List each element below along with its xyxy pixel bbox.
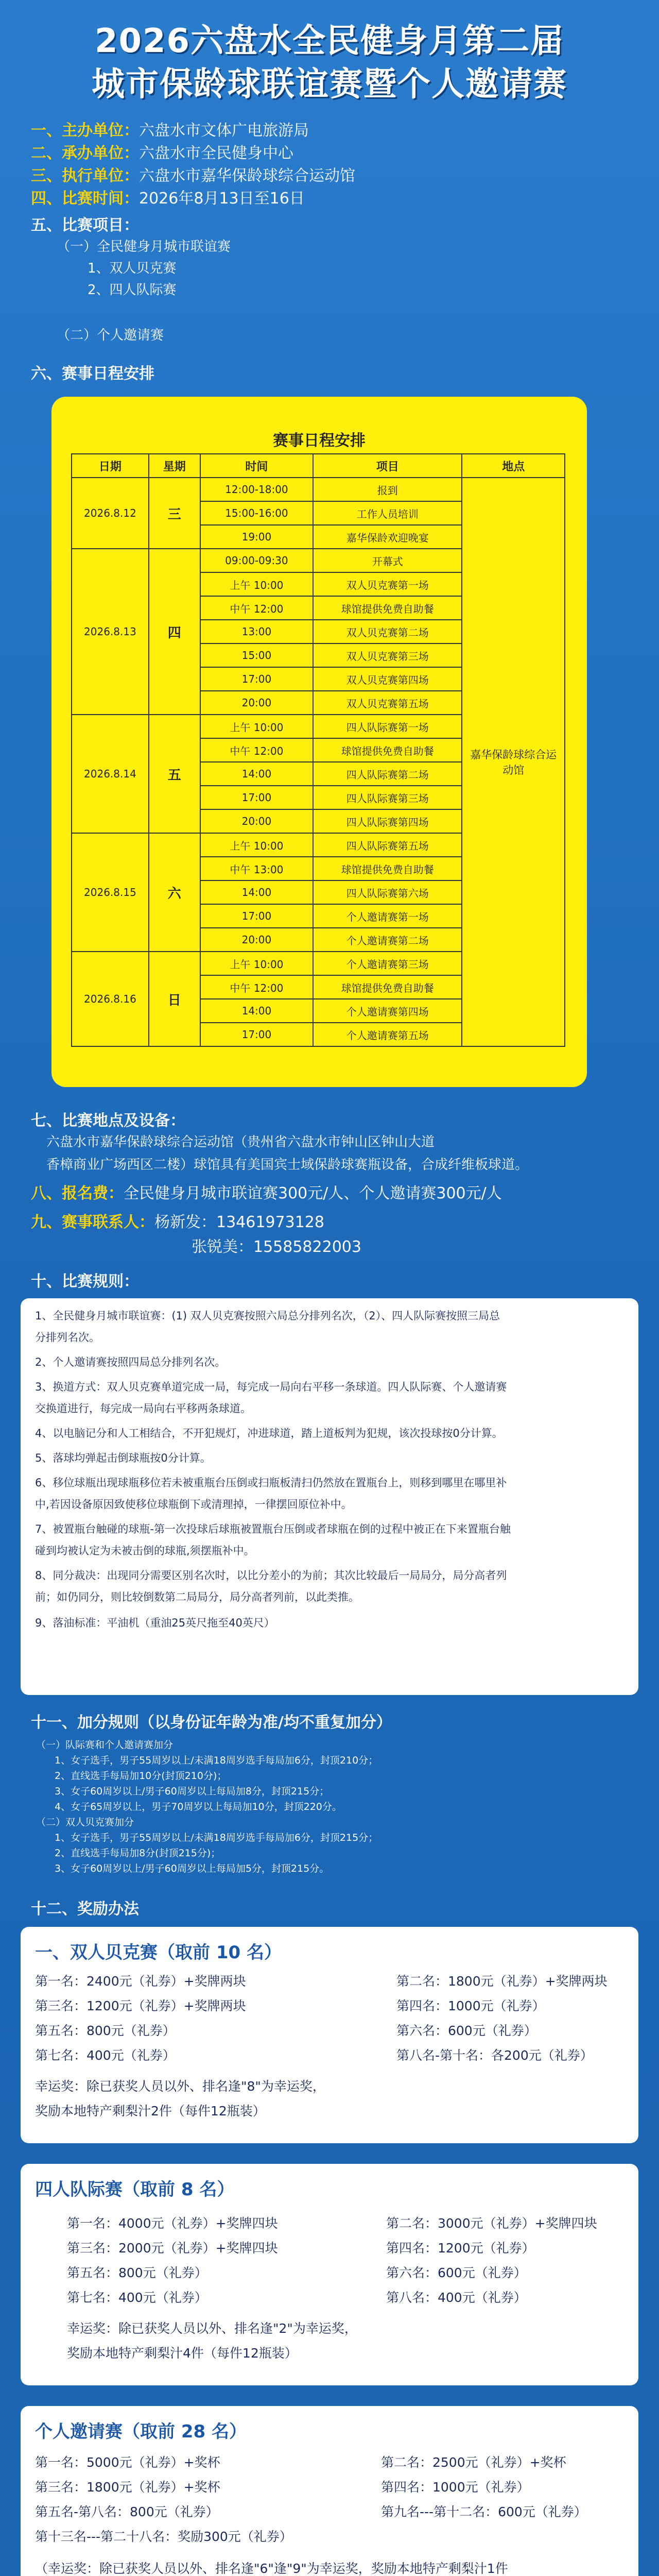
title-line-2: 城市保龄球联谊赛暨个人邀请赛: [92, 65, 567, 104]
award-line: 第二名：2500元（礼券）+奖杯: [381, 2455, 566, 2470]
schedule-event: 双人贝克赛第五场: [313, 691, 462, 715]
title-line-1: 2026六盘水全民健身月第二届: [94, 22, 565, 60]
rule-line: 6、移位球瓶出现球瓶移位若未被重瓶台压倒或扫瓶板清扫仍然放在置瓶台上，则移到哪里在哪里补: [35, 1477, 507, 1489]
bonus-line: 2、直线选手每局加8分(封顶215分)；: [55, 1848, 221, 1859]
schedule-time: 09:00-09:30: [200, 549, 314, 572]
schedule-time: 20:00: [200, 928, 314, 952]
schedule-time: 17:00: [200, 1023, 314, 1046]
schedule-event: 四人队际赛第二场: [313, 762, 462, 786]
rule-line: 5、落球均弹起击倒球瓶按0分计算。: [35, 1452, 211, 1464]
schedule-weekday: 六: [149, 833, 200, 952]
header-time: 时间: [200, 454, 314, 478]
section-11-title: 十一、加分规则（以身份证年龄为准/均不重复加分）: [31, 1714, 392, 1732]
award-line: 第五名：800元（礼券）: [35, 2023, 176, 2038]
schedule-title: 赛事日程安排: [273, 432, 366, 450]
bonus-line: （二）双人贝克赛加分: [36, 1817, 134, 1828]
award-line: 第四名：1200元（礼券）: [386, 2241, 535, 2256]
schedule-event: 球馆提供免费自助餐: [313, 738, 462, 762]
award-note: 幸运奖：除已获奖人员以外、排名逢"8"为幸运奖，: [35, 2079, 325, 2094]
schedule-time: 17:00: [200, 786, 314, 809]
schedule-time: 14:00: [200, 762, 314, 786]
header-weekday: 星期: [149, 454, 200, 478]
schedule-event: 四人队际赛第五场: [313, 833, 462, 857]
rules-box: [21, 1298, 638, 1695]
bonus-line: 4、女子65周岁以上，男子70周岁以上每局加10分，封顶220分。: [55, 1801, 342, 1812]
schedule-event: 工作人员培训: [313, 501, 462, 525]
info-undertaker: 二、承办单位：六盘水市全民健身中心: [31, 144, 293, 162]
schedule-time: 上午 10:00: [200, 715, 314, 738]
award-line: 第七名：400元（礼券）: [35, 2048, 176, 2063]
contact-1: 杨新发：13461973128: [154, 1213, 324, 1231]
section-8-key: 八、报名费：: [31, 1184, 124, 1202]
award-line: 第一名：2400元（礼券）+奖牌两块: [35, 1974, 246, 1989]
schedule-date: 2026.8.12: [72, 478, 149, 549]
schedule-date: 2026.8.13: [72, 549, 149, 715]
schedule-event: 报到: [313, 478, 462, 501]
schedule-time: 17:00: [200, 904, 314, 928]
schedule-event: 四人队际赛第四场: [313, 809, 462, 833]
header-venue: 地点: [462, 454, 565, 478]
award-individual-box: [21, 2406, 638, 2576]
award-line: 第三名：1200元（礼券）+奖牌两块: [35, 1998, 246, 2013]
schedule-venue: 嘉华保龄球综合运动馆: [462, 478, 565, 1046]
bonus-line: （一）队际赛和个人邀请赛加分: [36, 1739, 174, 1751]
rule-line: 1、全民健身月城市联谊赛：(1) 双人贝克赛按照六局总分排列名次，（2）、四人队际赛按照三局总: [35, 1310, 500, 1322]
award-line: 第十三名---第二十八名：奖励300元（礼券）: [35, 2529, 292, 2544]
award-individual-head: 个人邀请赛（取前 28 名）: [35, 2421, 247, 2442]
award-line: 第六名：600元（礼券）: [386, 2265, 527, 2280]
rule-line: 4、以电脑记分和人工相结合，不开犯规灯，冲进球道，踏上道板判为犯规，该次投球按0分计算。: [35, 1427, 503, 1439]
schedule-time: 12:00-18:00: [200, 478, 314, 501]
bonus-line: 1、女子选手，男子55周岁以上/未满18周岁选手每局加6分，封顶210分；: [55, 1755, 378, 1766]
section-10-title: 十、比赛规则：: [31, 1273, 139, 1291]
schedule-time: 20:00: [200, 809, 314, 833]
contact-2: 张锐美：15585822003: [192, 1238, 361, 1256]
schedule-event: 双人贝克赛第三场: [313, 643, 462, 667]
bonus-line: 2、直线选手每局加10分(封顶210分)；: [55, 1770, 227, 1782]
schedule-event: 个人邀请赛第五场: [313, 1023, 462, 1046]
rule-line: 2、个人邀请赛按照四局总分排列名次。: [35, 1356, 226, 1368]
section-7-body-1: 六盘水市嘉华保龄球综合运动馆（贵州省六盘水市钟山区钟山大道: [46, 1134, 435, 1150]
schedule-row: [72, 478, 565, 501]
schedule-table: [71, 453, 565, 1047]
award-note: 幸运奖：除已获奖人员以外、排名逢"2"为幸运奖，: [67, 2321, 357, 2336]
section-9: [31, 1212, 628, 1233]
schedule-time: 中午 12:00: [200, 975, 314, 999]
award-line: 第一名：4000元（礼券）+奖牌四块: [67, 2216, 278, 2231]
schedule-event: 球馆提供免费自助餐: [313, 975, 462, 999]
schedule-time: 15:00: [200, 643, 314, 667]
header-event: 项目: [313, 454, 462, 478]
section-6-title: 六、赛事日程安排: [31, 365, 154, 383]
schedule-time: 17:00: [200, 667, 314, 691]
schedule-event: 双人贝克赛第一场: [313, 572, 462, 596]
schedule-event: 个人邀请赛第四场: [313, 999, 462, 1023]
organizer-info: [31, 120, 628, 210]
schedule-weekday: 日: [149, 952, 200, 1046]
section-9-key: 九、赛事联系人：: [31, 1213, 154, 1231]
bonus-line: 3、女子60周岁以上/男子60周岁以上每局加8分，封顶215分；: [55, 1786, 330, 1797]
schedule-weekday: 四: [149, 549, 200, 715]
schedule-time: 中午 12:00: [200, 738, 314, 762]
award-note: 奖励本地特产剩梨汁2件（每件12瓶装）: [35, 2104, 266, 2119]
award-line: 第九名---第十二名：600元（礼券）: [381, 2504, 587, 2519]
section-12-title: 十二、奖励办法: [31, 1900, 139, 1918]
rule-line: 8、同分裁决：出现同分需要区别名次时，以比分差小的为前；其次比较最后一局局分，局分高者列: [35, 1569, 507, 1582]
award-line: 第五名：800元（礼券）: [67, 2265, 207, 2280]
schedule-time: 13:00: [200, 620, 314, 643]
schedule-weekday: 五: [149, 715, 200, 833]
schedule-event: 四人队际赛第六场: [313, 880, 462, 904]
schedule-time: 19:00: [200, 525, 314, 549]
award-line: 第三名：2000元（礼券）+奖牌四块: [67, 2241, 278, 2256]
schedule-event: 双人贝克赛第四场: [313, 667, 462, 691]
schedule-time: 中午 12:00: [200, 596, 314, 620]
schedule-time: 上午 10:00: [200, 572, 314, 596]
schedule-event: 球馆提供免费自助餐: [313, 596, 462, 620]
schedule-event: 开幕式: [313, 549, 462, 572]
schedule-event: 四人队际赛第三场: [313, 786, 462, 809]
award-line: 第六名：600元（礼券）: [396, 2023, 537, 2038]
award-line: 第七名：400元（礼券）: [67, 2290, 207, 2305]
rule-line: 交换道进行，每完成一局向右平移两条球道。: [35, 1402, 251, 1415]
schedule-event: 个人邀请赛第三场: [313, 952, 462, 975]
schedule-time: 上午 10:00: [200, 952, 314, 975]
bonus-line: 3、女子60周岁以上/男子60周岁以上每局加5分，封顶215分。: [55, 1863, 330, 1874]
info-time: 四、比赛时间：2026年8月13日至16日: [31, 190, 305, 208]
section-5-item-3: 2、四人队际赛: [88, 282, 177, 298]
award-note: （幸运奖：除已获奖人员以外、排名逢"6"逢"9"为幸运奖，奖励本地特产剩梨汁1件: [35, 2561, 508, 2576]
award-line: 第八名：400元（礼券）: [386, 2290, 527, 2305]
schedule-weekday: 三: [149, 478, 200, 549]
schedule-date: 2026.8.16: [72, 952, 149, 1046]
section-7-body-2: 香樟商业广场西区二楼）球馆具有美国宾士域保龄球赛瓶设备，合成纤维板球道。: [46, 1157, 529, 1173]
award-line: 第二名：1800元（礼券）+奖牌两块: [396, 1974, 608, 1989]
schedule-time: 14:00: [200, 880, 314, 904]
award-note: 奖励本地特产剩梨汁4件（每件12瓶装）: [67, 2346, 298, 2361]
schedule-event: 双人贝克赛第二场: [313, 620, 462, 643]
schedule-event: 球馆提供免费自助餐: [313, 857, 462, 880]
schedule-time: 中午 13:00: [200, 857, 314, 880]
schedule-time: 15:00-16:00: [200, 501, 314, 525]
section-5-item-1: （一）全民健身月城市联谊赛: [57, 239, 231, 255]
section-7-title: 七、比赛地点及设备：: [31, 1112, 185, 1130]
rule-line: 分排列名次。: [35, 1331, 100, 1344]
bonus-line: 1、女子选手，男子55周岁以上/未满18周岁选手每局加6分，封顶215分；: [55, 1832, 378, 1843]
rule-line: 9、落油标准：平油机（重油25英尺拖至40英尺）: [35, 1617, 275, 1629]
schedule-panel: [51, 397, 587, 1087]
rule-line: 中,若因设备原因致使移位球瓶倒下或清理掉，一律摆回原位补中。: [35, 1498, 352, 1511]
award-team-head: 四人队际赛（取前 8 名）: [35, 2179, 235, 2200]
schedule-event: 个人邀请赛第二场: [313, 928, 462, 952]
award-doubles-box: [21, 1927, 638, 2143]
schedule-date: 2026.8.15: [72, 833, 149, 952]
schedule-event: 个人邀请赛第一场: [313, 904, 462, 928]
schedule-event: 四人队际赛第一场: [313, 715, 462, 738]
award-line: 第三名：1800元（礼券）+奖杯: [35, 2480, 220, 2495]
rule-line: 碰到均被认定为未被击倒的球瓶,须摆瓶补中。: [35, 1545, 255, 1557]
section-5-item-4: （二）个人邀请赛: [57, 328, 164, 343]
schedule-body: [72, 478, 565, 1046]
schedule-date: 2026.8.14: [72, 715, 149, 833]
schedule-time: 14:00: [200, 999, 314, 1023]
section-8: [31, 1183, 628, 1205]
header-date: 日期: [72, 454, 149, 478]
bonus-rules: [36, 1737, 633, 1876]
award-line: 第四名：1000元（礼券）: [381, 2480, 530, 2495]
info-executor: 三、执行单位：六盘水市嘉华保龄球综合运动馆: [31, 167, 355, 185]
schedule-header-row: [72, 454, 565, 478]
section-8-value: 全民健身月城市联谊赛300元/人、个人邀请赛300元/人: [124, 1184, 502, 1202]
award-line: 第二名：3000元（礼券）+奖牌四块: [386, 2216, 597, 2231]
rule-line: 3、换道方式：双人贝克赛单道完成一局，每完成一局向右平移一条球道。四人队际赛、个人邀请赛: [35, 1381, 507, 1393]
award-line: 第五名-第八名：800元（礼券）: [35, 2504, 219, 2519]
schedule-event: 嘉华保龄欢迎晚宴: [313, 525, 462, 549]
section-5-title: 五、比赛项目：: [31, 216, 139, 234]
award-line: 第一名：5000元（礼券）+奖杯: [35, 2455, 220, 2470]
award-line: 第四名：1000元（礼券）: [396, 1998, 545, 2013]
award-line: 第八名-第十名：各200元（礼券）: [396, 2048, 593, 2063]
schedule-time: 上午 10:00: [200, 833, 314, 857]
section-5-item-2: 1、双人贝克赛: [88, 261, 177, 276]
info-host: 一、主办单位：六盘水市文体广电旅游局: [31, 122, 309, 140]
award-doubles-head: 一、双人贝克赛（取前 10 名）: [35, 1942, 282, 1963]
award-team-box: [21, 2164, 638, 2385]
rule-line: 7、被置瓶台触碰的球瓶-第一次投球后球瓶被置瓶台压倒或者球瓶在倒的过程中被正在下来置瓶台触: [35, 1523, 511, 1535]
schedule-time: 20:00: [200, 691, 314, 715]
rule-line: 前；如仍同分，则比较倒数第二局局分，局分高者列前，以此类推。: [35, 1591, 359, 1603]
